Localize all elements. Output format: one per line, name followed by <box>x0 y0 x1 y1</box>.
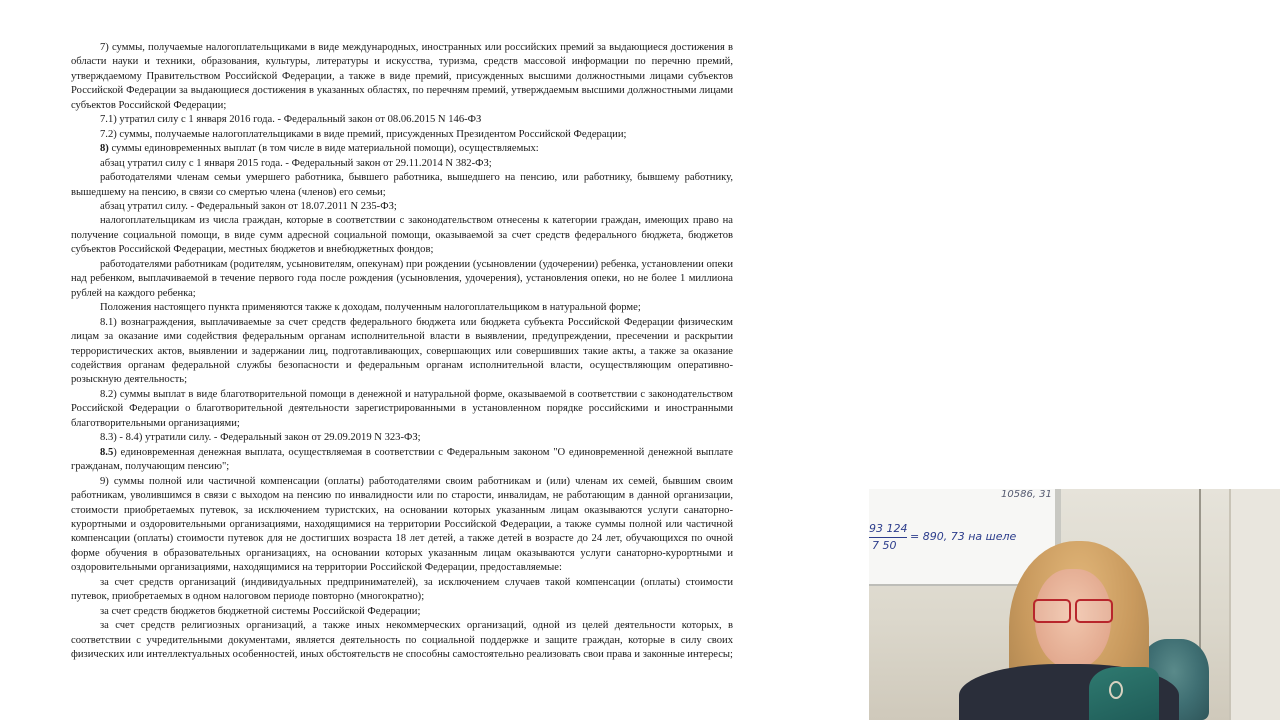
webcam-overlay <box>869 489 1280 720</box>
presenter-scarf <box>1089 667 1159 720</box>
paragraph-8-5: 8.5) единовременная денежная выплата, осуществляемая в соответствии с Федеральным законом "О единовременной денежной выплате гражданам, получающим пенсию"; <box>71 446 733 473</box>
paragraph-8-3: 8.3) - 8.4) утратили силу. - Федеральный закон от 29.09.2019 N 323-ФЗ; <box>100 432 421 444</box>
whiteboard-fraction-line <box>869 537 907 538</box>
paragraph-8-abzac-2: работодателями членам семьи умершего работника, бывшего работника, вышедшего на пенсию, или работнику, бывшему работнику, вышедшему на пенсию, в связи со смертью члена (членов) его семьи; <box>71 172 733 198</box>
paragraph-8-abzac-1: абзац утратил силу с 1 января 2015 года. - Федеральный закон от 29.11.2014 N 382-ФЗ; <box>100 157 492 169</box>
paragraph-8: 8) суммы единовременных выплат (в том числе в виде материальной помощи), осуществляемых: <box>100 143 539 155</box>
glasses-lens-left <box>1033 599 1071 623</box>
paragraph-9-abzac-1: за счет средств организаций (индивидуальных предпринимателей), за исключением случаев такой компенсации (оплаты) стоимости путевок, приобретаемых в одном налоговом периоде повторно (многократно); <box>71 576 733 603</box>
paragraph-9: 9) суммы полной или частичной компенсации (оплаты) работодателями своим работникам и (или) членам их семей, бывшим своим работникам, уволившимся в связи с выходом на пенсию по инвалидности или по старости, инвалидам, не работающим в данной организации, стоимости приобретаемых путевок, за исключением туристских, на основании которых указанным лицам оказываются услуги санаторно-курортными и оздоровительными организациями, находящимися на территории Российской Федерации, а также суммы полной или частичной компенсации (оплаты) стоимости путевок для не достигших возраста 18 лет детей, а также детей в возрасте до 24 лет, обучающихся по очной форме обучения в образовательных организациях, на основании которых указанным лицам оказываются услуги санаторно-курортными и оздоровительными организациями, находящимися на территории Российской Федерации, предоставляемые: <box>71 475 733 574</box>
paragraph-8-1: 8.1) вознаграждения, выплачиваемые за счет средств федерального бюджета или бюджета субъекта Российской Федерации физическим лицам за оказание ими содействия федеральным органам исполнительной власти в выявлении, предупреждении, пресечении и раскрытии террористических актов, выявлении и задержании лиц, подготавливающих, совершающих или совершивших такие акты, а также за оказание содействия органам федеральной службы безопасности и федеральным органам исполнительной власти, осуществляющим оперативно-розыскную деятельность; <box>71 316 733 386</box>
paragraph-9-abzac-2: за счет средств бюджетов бюджетной системы Российской Федерации; <box>100 605 421 617</box>
glasses-lens-right <box>1075 599 1113 623</box>
presenter-brooch <box>1109 681 1123 699</box>
whiteboard-number-top: 10586, 31 <box>1001 489 1052 500</box>
whiteboard-fraction-bottom: 7 50 <box>872 539 897 552</box>
paragraph-8-abzac-4: налогоплательщикам из числа граждан, которые в соответствии с законодательством отнесены к категории граждан, имеющих право на получение социальной помощи, в виде сумм адресной социальной помощи, оказываемой за счет средств федерального бюджета, бюджетов субъектов Российской Федерации, местных бюджетов и внебюджетных фондов; <box>71 215 733 256</box>
paragraph-8-abzac-5: работодателями работникам (родителям, усыновителям, опекунам) при рождении (усыновлении (удочерении) ребенка, установлении опеки над ребенком, выплачиваемой в течение первого года после рождения (усыновления, удочерения), установления опеки, но не более 1 миллиона рублей на каждого ребенка; <box>71 258 733 299</box>
paragraph-8-note: Положения настоящего пункта применяются также к доходам, полученным налогоплательщиком в натуральной форме; <box>100 302 641 314</box>
paragraph-number-8-5: 8.5 <box>100 446 114 458</box>
paragraph-9-abzac-3: за счет средств религиозных организаций, а также иных некоммерческих организаций, одной из целей деятельности которых, в соответствии с учредительными документами, является деятельность по социальной поддержке и защите граждан, которые в силу своих физических или интеллектуальных особенностей, иных обстоятельств не способны самостоятельно реализовать свои права и законные интересы; <box>71 620 733 661</box>
paragraph-7: 7) суммы, получаемые налогоплательщиками в виде международных, иностранных или российских премий за выдающиеся достижения в области науки и техники, образования, культуры, литературы и искусства, туризма, средств массовой информации по перечню премий, утверждаемому Правительством Российской Федерации, а также в виде премий, присужденных высшими должностными лицами субъектов Российской Федерации за выдающиеся достижения в указанных областях, по перечням премий, утверждаемым высшими должностными лицами субъектов Российской Федерации; <box>71 42 733 111</box>
presenter-glasses <box>1031 599 1115 621</box>
paragraph-number-8: 8) <box>100 143 109 155</box>
whiteboard-result: = 890, 73 на шеле <box>910 530 1017 543</box>
document-text <box>71 41 733 662</box>
whiteboard-fraction-top: 93 124 <box>869 522 908 535</box>
paragraph-8-2: 8.2) суммы выплат в виде благотворительной помощи в денежной и натуральной форме, оказываемой в соответствии с законодательством Российской Федерации о благотворительной деятельности зарегистрированными в установленном порядке российскими и иностранными благотворительными организациями; <box>71 388 733 429</box>
paragraph-8-abzac-3: абзац утратил силу. - Федеральный закон от 18.07.2011 N 235-ФЗ; <box>100 200 397 212</box>
paragraph-7-1: 7.1) утратил силу с 1 января 2016 года. - Федеральный закон от 08.06.2015 N 146-ФЗ <box>100 114 482 126</box>
door <box>1229 489 1280 720</box>
paragraph-7-2: 7.2) суммы, получаемые налогоплательщиками в виде премий, присужденных Президентом Российской Федерации; <box>100 128 627 140</box>
